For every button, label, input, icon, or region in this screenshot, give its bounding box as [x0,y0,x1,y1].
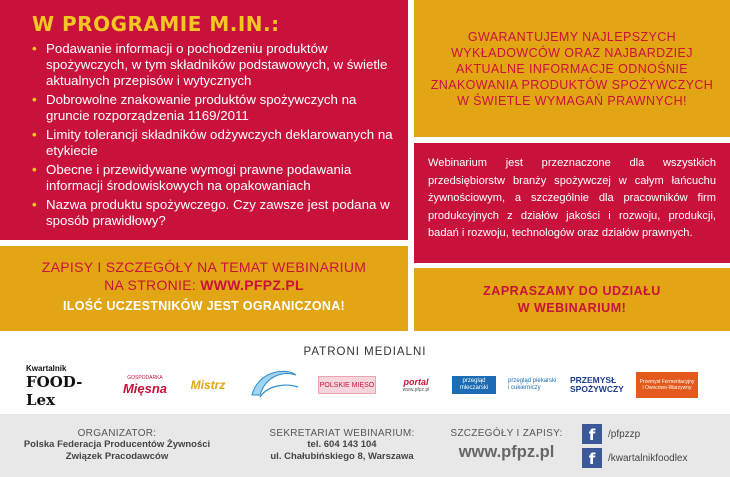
facebook-icon: f [582,424,602,444]
facebook-icon: f [582,448,602,468]
program-item [32,162,394,194]
signup-prefix: NA STRONIE: [104,277,201,293]
program-item [32,127,394,159]
swirl-logo-icon[interactable] [244,364,304,404]
gospodarka-miesna-logo[interactable] [114,372,176,398]
przemysl-spozywczy-logo[interactable] [570,376,626,394]
miesna-logo-top: GOSPODARKA [127,374,163,381]
secretariat-address: ul. Chałubińskiego 8, Warszawa [270,451,414,462]
secretariat-phone: tel. 604 143 104 [307,439,377,450]
foodlex-logo-top: Kwartalnik [26,363,67,373]
miesna-logo-main: Mięsna [122,380,168,396]
organizer-block [22,428,212,463]
invite-line2: W WEBINARIUM! [517,300,627,315]
facebook-handle: /kwartalnikfoodlex [608,452,688,464]
program-item-text: Dobrowolne znakowanie produktów spożywczych na gruncie rozporządzenia 1169/2011 [46,92,357,123]
foodlex-logo[interactable] [26,363,94,409]
program-item [32,197,394,229]
fermentacyjny-text: Przemysł Fermentacyjny i Owocowo-Warzywny [639,379,695,391]
info-block [444,428,569,462]
polskie-mieso-logo[interactable] [318,376,376,394]
invite-panel [414,268,730,331]
bullet-icon: • [32,92,37,107]
swirl-logo-graphic [246,365,302,403]
bullet-icon: • [32,162,37,177]
organizer-line1: Polska Federacja Producentów Żywności [23,439,211,450]
guarantee-panel [414,0,730,137]
bullet-icon: • [32,127,37,142]
foodlex-logo-main: FOOD-Lex [26,372,83,409]
info-url-link[interactable]: www.pfpz.pl [458,443,555,461]
organizer-line2: Związek Pracodawców [65,451,169,462]
przemysl-fermentacyjny-logo[interactable] [636,372,698,398]
facebook-link-pfpzzp[interactable] [582,424,640,444]
audience-panel [414,143,730,263]
program-item-text: Obecne i przewidywane wymogi prawne podawania informacji środowiskowych na opakowaniach [46,162,352,193]
facebook-handle: /pfpzzp [608,428,641,440]
facebook-link-kwartalnikfoodlex[interactable] [582,448,687,468]
portal-logo[interactable] [388,372,444,398]
spozywczy-text: PRZEMYSŁ SPOŻYWCZY [570,375,624,394]
mistrz-logo-text: Mistrz [190,378,226,392]
program-item [32,92,394,124]
przeglad-mleczarski-logo[interactable] [452,376,496,394]
signup-url-link[interactable]: WWW.PFPZ.PL [200,277,304,293]
program-item-text: Limity tolerancji składników odżywczych deklarowanych na etykiecie [46,127,393,158]
info-label: SZCZEGÓŁY I ZAPISY: [450,428,563,439]
portal-logo-sub: www.pfpz.pl [402,387,430,393]
program-item [32,41,394,89]
guarantee-text: GWARANTUJEMY NAJLEPSZYCH WYKŁADOWCÓW ORAZ NAJBARDZIEJ AKTUALNE INFORMACJE ODNOŚNIE ZNAKOWANIA PRODUKTÓW SPOŻYWCZYCH W ŚWIETLE WYMAGAŃ PRAWNYCH! [430,29,714,108]
signup-line2 [0,276,408,294]
program-item-text: Podawanie informacji o pochodzeniu produktów spożywczych, w tym składników podstawowych, w świetle aktualnych przepisów i wytycznych [46,41,388,88]
signup-limit-note: ILOŚĆ UCZESTNIKÓW JEST OGRANICZONA! [62,299,346,313]
program-panel [0,0,408,240]
bullet-icon: • [32,197,37,212]
organizer-label: ORGANIZATOR: [77,428,157,439]
program-title: W PROGRAMIE M.IN.: [32,12,280,36]
patrons-title: PATRONI MEDIALNI [303,346,427,358]
program-list [32,41,394,229]
portal-logo-main: portal [403,377,429,387]
signup-panel [0,246,408,331]
mistrz-logo[interactable] [183,372,233,398]
program-item-text: Nazwa produktu spożywczego. Czy zawsze jest podana w sposób prawidłowy? [46,197,390,228]
footer [0,414,730,477]
signup-line1: ZAPISY I SZCZEGÓŁY NA TEMAT WEBINARIUM [41,259,367,275]
polskie-mieso-text: POLSKIE MIĘSO [319,381,375,389]
secretariat-label: SEKRETARIAT WEBINARIUM: [269,428,415,439]
przeglad-piekarski-logo[interactable] [508,372,558,398]
piekarski-text: przegląd piekarski i cukierniczy [508,378,557,391]
bullet-icon: • [32,41,37,56]
mleczarski-text: przegląd mleczarski [459,378,489,391]
audience-text: Webinarium jest przeznaczone dla wszystkich przedsiębiorstw branży spożywczej w całym łańcuchu żywnościowym, a szczególnie dla pracowników firm produkcyjnych z działów jakości i rozwoju, produkcji, badań i rozwoju, technologów oraz działów prawnych. [428,157,716,239]
invite-line1: ZAPRASZAMY DO UDZIAŁU [483,283,661,298]
secretariat-block [262,428,422,463]
